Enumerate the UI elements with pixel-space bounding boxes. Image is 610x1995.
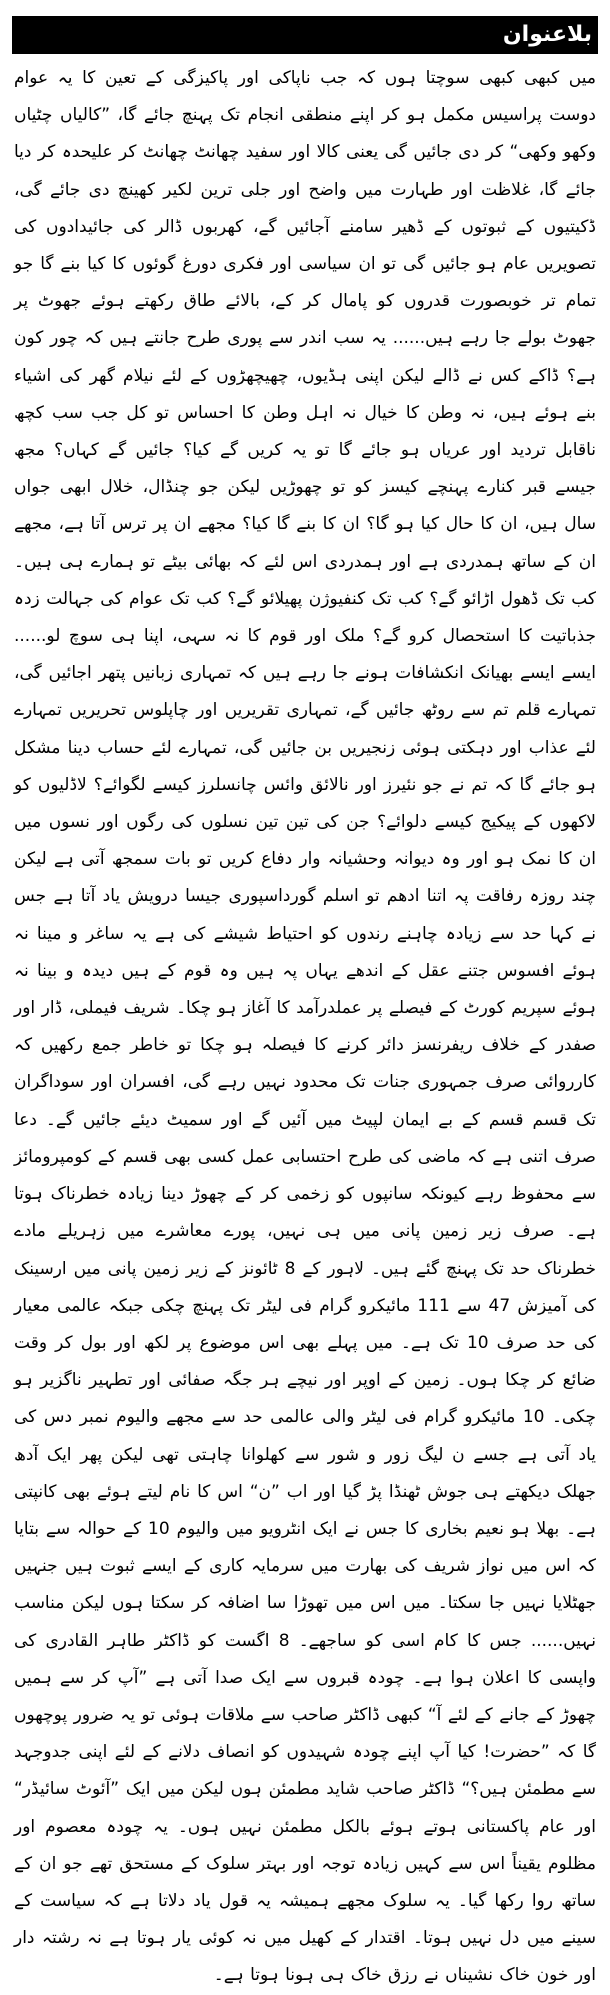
article-body: میں کبھی کبھی سوچتا ہوں کہ جب ناپاکی اور پاکیزگی کے تعین کا یہ عوام دوست پراسیس مکمل ہو کر اپنے منطقی انجام تک پہنچ جائے گا، ”کالیاں چٹیاں وکھو وکھی“ کر دی جائیں گی یعنی کالا اور سفید چھانٹ چھانٹ کر علیحدہ کر دیا جائے گا، غلاظت اور طہارت میں واضح اور جلی ترین لکیر کھینچ دی جائے گی، ڈکیتیوں کے ثبوتوں کے ڈھیر سامنے آجائیں گے، کھربوں ڈالر کی جائیدادوں کی تصویریں عام ہو جائیں گی تو ان سیاسی اور فکری دورغ گوئوں کا کیا بنے گا جو تمام تر خوبصورت قدروں کو پامال کر کے، بالائے طاق رکھتے ہوئے جھوٹ پر جھوٹ بولے جا رہے ہیں...... یہ سب اندر سے پوری طرح جانتے ہیں کہ چور کون ہے؟ ڈاکے کس نے ڈالے لیکن اپنی ہڈیوں، چھیچھڑوں کے لئے نیلام گھر کی اشیاء بنے ہوئے ہیں، نہ وطن کا خیال نہ اہل وطن کا احساس تو کل جب سب کچھ ناقابل تردید اور عریاں ہو جائے گا تو یہ کریں گے کیا؟ جائیں گے کہاں؟ مجھ جیسے قبر کنارے پہنچے کیسز کو تو چھوڑیں لیکن جو چنڈال، خلال ابھی جواں سال ہیں، ان کا حال کیا ہو گا؟ ان کا بنے گا کیا؟ مجھے ان پر ترس آتا ہے، مجھے ان کے ساتھ ہمدردی ہے اور ہمدردی اس لئے کہ بھائی بیٹے تو ہمارے ہی ہیں۔ کب تک ڈھول اڑائو گے؟ کب تک کنفیوژن پھیلائو گے؟ کب تک عوام کی جہالت زدہ جذباتیت کا استحصال کرو گے؟ ملک اور قوم کا نہ سہی، اپنا ہی سوچ لو...... ایسے ایسے بھیانک انکشافات ہونے جا رہے ہیں کہ تمہاری زبانیں پتھر اجائیں گی، تمہارے قلم تم سے روٹھ جائیں گے، تمہاری تقریریں اور چاپلوس تحریریں تمہارے لئے عذاب اور دہکتی ہوئی زنجیریں بن جائیں گی، تمہارے لئے حساب دینا مشکل ہو جائے گا کہ تم نے جو نئیرز اور نالائق وائس چانسلرز کیسے لگوائے؟ لاڈلیوں کو لاکھوں کے پیکیج کیسے دلوائے؟ جن کی تین تین نسلوں کی رگوں اور نسوں میں ان کا نمک ہو اور وہ دیوانہ وحشیانہ وار دفاع کریں تو بات سمجھ آتی ہے لیکن چند روزہ رفاقت پہ اتنا ادھم تو اسلم گورداسپوری جیسا درویش یاد آتا ہے جس نے کہا حد سے زیادہ چاہنے رندوں کو احتیاط شیشے کی ہے یہ ساغر و مینا نہ ہوئے افسوس جتنے عقل کے اندھے یہاں پہ ہیں وہ قوم کے ہیں دیدہ و بینا نہ ہوئے سپریم کورٹ کے فیصلے پر عملدرآمد کا آغاز ہو چکا۔ شریف فیملی، ڈار اور صفدر کے خلاف ریفرنسز دائر کرنے کا فیصلہ ہو چکا تو خاطر جمع رکھیں کہ کارروائی صرف جمہوری جنات تک محدود نہیں رہے گی، افسران اور سوداگران تک قسم قسم کے بے ایمان لپیٹ میں آئیں گے اور سمیٹ دیئے جائیں گے۔ دعا صرف اتنی ہے کہ ماضی کی طرح احتسابی عمل کسی بھی قسم کے کومپرومائز سے محفوظ رہے کیونکہ سانپوں کو زخمی کر کے چھوڑ دینا زیادہ خطرناک ہوتا ہے۔ صرف زیر زمین پانی میں ہی نہیں، پورے معاشرے میں زہریلے مادے خطرناک حد تک پہنچ گئے ہیں۔ لاہور کے 8 ٹائونز کے زیر زمین پانی میں ارسینک کی آمیزش 47 سے 111 مائیکرو گرام فی لیٹر تک پہنچ چکی جبکہ عالمی معیار کی حد صرف 10 تک ہے۔ میں پہلے بھی اس موضوع پر لکھ اور بول کر وقت ضائع کر چکا ہوں۔ زمین کے اوپر اور نیچے ہر جگہ صفائی اور تطہیر ناگزیر ہو چکی۔ 10 مائیکرو گرام فی لیٹر والی عالمی حد سے مجھے والیوم نمبر دس کی یاد آتی ہے جسے ن لیگ زور و شور سے کھلوانا چاہتی تھی لیکن پھر ایک آدھ جھلک دیکھتے ہی جوش ٹھنڈا پڑ گیا اور اب ”ن“ اس کا نام لیتے ہوئے بھی کانپتی ہے۔ بھلا ہو نعیم بخاری کا جس نے ایک انٹرویو میں والیوم 10 کے حوالہ سے بتایا کہ اس میں نواز شریف کی بھارت میں سرمایہ کاری کے ایسے ثبوت ہیں جنہیں جھٹلایا نہیں جا سکتا۔ میں اس میں تھوڑا سا اضافہ کر سکتا ہوں لیکن مناسب نہیں...... جس کا کام اسی کو ساجھے۔ 8 اگست کو ڈاکٹر طاہر القادری کی واپسی کا اعلان ہوا ہے۔ چودہ قبروں سے ایک صدا آتی ہے ”آپ کر سے ہمیں چھوڑ کے جانے کے لئے آ“ کبھی ڈاکٹر صاحب سے ملاقات ہوئی تو یہ ضرور پوچھوں گا کہ ”حضرت! کیا آپ اپنے چودہ شہیدوں کو انصاف دلانے کے لئے اپنی جدوجہد سے مطمئن ہیں؟“ ڈاکٹر صاحب شاید مطمئن ہوں لیکن میں ایک ”آئوٹ سائیڈر“ اور عام پاکستانی ہوتے ہوئے بالکل مطمئن نہیں ہوں۔ یہ چودہ معصوم اور مظلوم یقیناً اس سے کہیں زیادہ توجہ اور بہتر سلوک کے مستحق تھے جو ان کے ساتھ روا رکھا گیا۔ یہ سلوک مجھے ہمیشہ یہ قول یاد دلاتا ہے کہ سیاست کے سینے میں دل نہیں ہوتا۔ اقتدار کے کھیل میں نہ کوئی یار ہوتا ہے نہ رشتہ دار اور خون خاک نشیناں نے رزق خاک ہی ہونا ہوتا ہے۔ bbox=[14, 68, 597, 1986]
column-title: بلاعنوان bbox=[12, 16, 598, 54]
